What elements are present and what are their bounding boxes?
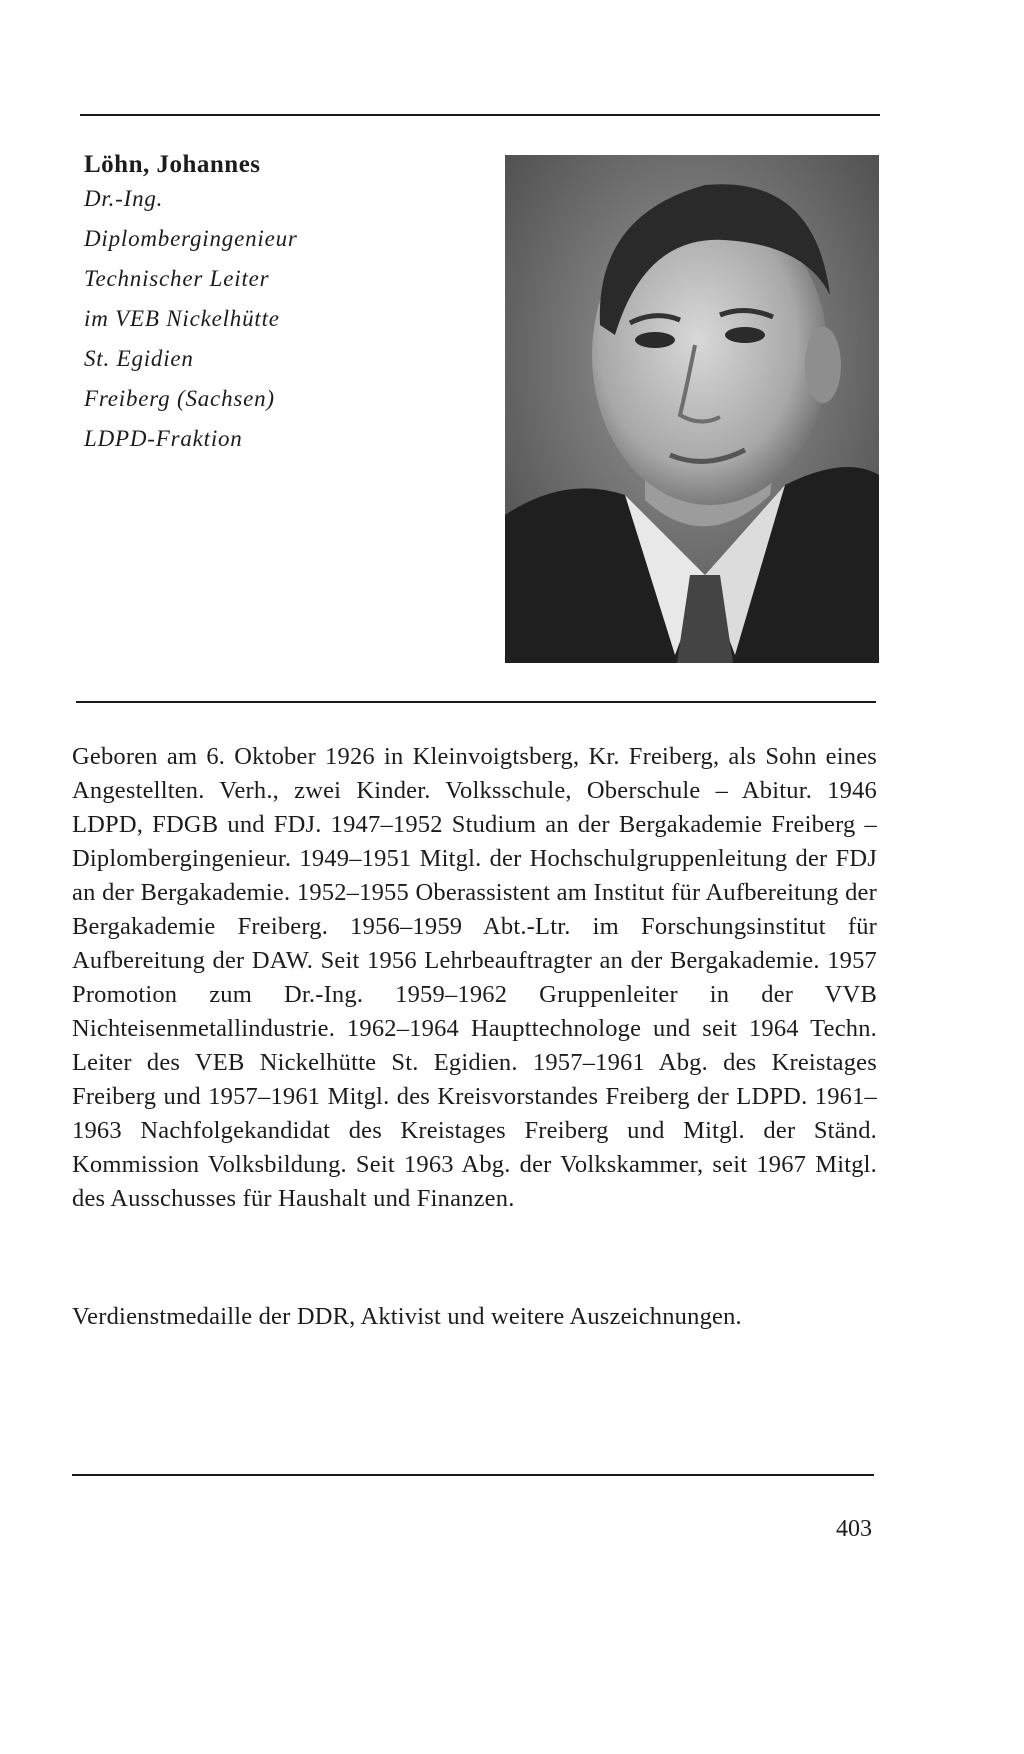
academic-title: Dr.-Ing. bbox=[84, 186, 164, 211]
employer: im VEB Nickelhütte bbox=[84, 306, 280, 331]
middle-divider bbox=[76, 701, 876, 703]
faction: LDPD-Fraktion bbox=[84, 426, 243, 451]
city: Freiberg (Sachsen) bbox=[84, 386, 275, 411]
top-divider bbox=[80, 114, 880, 116]
employer-location: St. Egidien bbox=[84, 346, 194, 371]
biography-text: Geboren am 6. Oktober 1926 in Kleinvoigtsberg, Kr. Freiberg, als Sohn eines Angestellten. Verh., zwei Kinder. Volksschule, Oberschule – Abitur. 1946 LDPD, FDGB und FDJ. 1947–1952 Studium an der Bergakademie Freiberg – Diplombergingenieur. 1949–1951 Mitgl. der Hochschulgruppenleitung der FDJ an der Bergakademie. 1952–1955 Oberassistent am Institut für Aufbereitung der Bergakademie Freiberg. 1956–1959 Abt.-Ltr. im Forschungsinstitut für Aufbereitung der DAW. Seit 1956 Lehrbeauftragter an der Bergakademie. 1957 Promotion zum Dr.-Ing. 1959–1962 Gruppenleiter in der VVB Nichteisenmetallindustrie. 1962–1964 Haupttechnologe und seit 1964 Techn. Leiter des VEB Nickelhütte St. Egidien. 1957–1961 Abg. des Kreistages Freiberg und 1957–1961 Mitgl. des Kreisvorstandes Freiberg der LDPD. 1961–1963 Nachfolgekandidat des Kreistages Freiberg und Mitgl. der Ständ. Kommission Volksbildung. Seit 1963 Abg. der Volkskammer, seit 1967 Mitgl. des Ausschusses für Haushalt und Finanzen. bbox=[72, 743, 877, 1212]
page-number: 403 bbox=[836, 1516, 872, 1542]
profession: Diplombergingenieur bbox=[84, 226, 298, 251]
portrait-illustration bbox=[505, 155, 879, 663]
person-header bbox=[84, 148, 464, 462]
bottom-divider bbox=[72, 1474, 874, 1476]
awards-text: Verdienstmedaille der DDR, Aktivist und weitere Auszeichnungen. bbox=[72, 1303, 742, 1330]
position: Technischer Leiter bbox=[84, 266, 270, 291]
portrait-photo bbox=[505, 155, 879, 663]
person-name: Löhn, Johannes bbox=[84, 151, 261, 178]
